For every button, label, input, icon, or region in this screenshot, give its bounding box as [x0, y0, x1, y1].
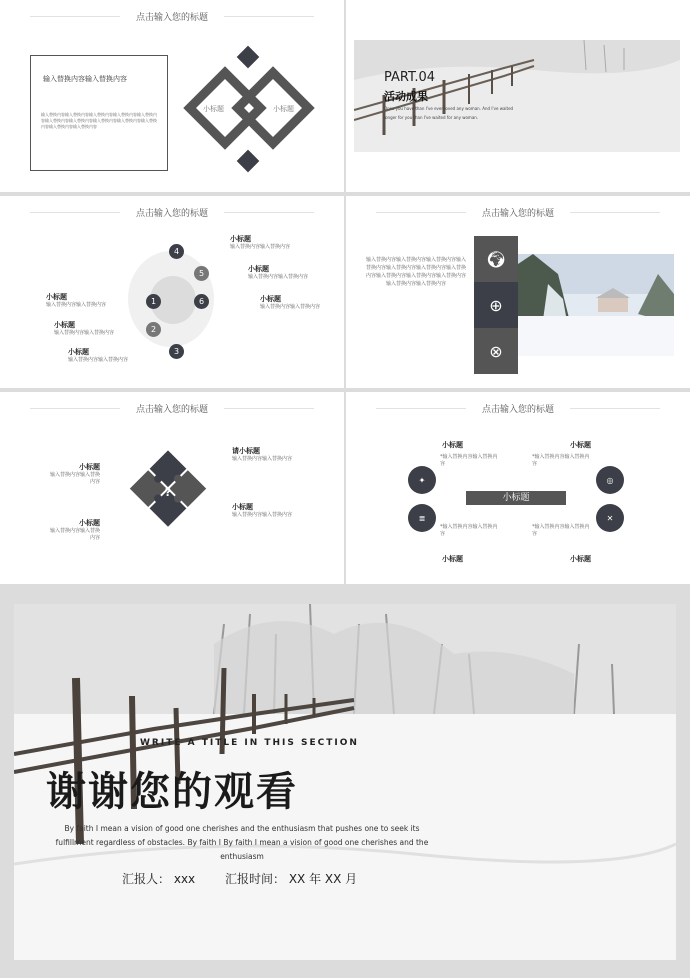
- slide-4: [346, 196, 690, 388]
- para-line-2: fulfillment regardless of obstacles. By faith I By faith I mean a vision of good one cherishes and the: [55, 838, 429, 847]
- item-desc: 输入替换内容输入替换内容: [248, 274, 309, 280]
- svg-text:?: ?: [164, 486, 172, 499]
- number-badge-1: 1: [146, 294, 161, 309]
- slide-title: 点击输入您的标题: [0, 206, 344, 219]
- item-title: 小标题: [260, 295, 281, 303]
- br-title: 小标题: [570, 555, 591, 563]
- diamond-top: [237, 46, 260, 69]
- item-desc: 输入替换内容输入替换内容: [54, 330, 115, 336]
- diamond-graphic: [178, 45, 324, 177]
- box-body: 输入替换内容输入替换内容输入替换内容输入替换内容输入替换内容输入替换内容输入替换内容输入替换内容输入替换内容输入替换内容输入替换内容输入替换内容: [41, 112, 157, 129]
- slide-title: 点击输入您的标题: [346, 206, 690, 219]
- item-title: 小标题: [54, 321, 75, 329]
- tr-desc: *输入替换内容输入替换内容: [532, 454, 590, 467]
- snow-photo: [354, 40, 680, 152]
- target-icon: ⊕: [474, 282, 518, 328]
- reporter-line: [122, 870, 357, 887]
- paragraph: 输入替换内容输入替换内容输入替换内容输入替换内容输入替换内容输入替换内容输入替换内容输入替换内容输入替换内容输入替换内容输入替换内容输入替换内容: [366, 257, 467, 287]
- item-title: 小标题: [232, 503, 253, 511]
- slide-3: [0, 196, 344, 388]
- item-desc: 输入替换内容输入替换内容: [232, 456, 293, 462]
- icon-column: [474, 236, 518, 374]
- tools-icon: ✕: [596, 504, 624, 532]
- item-right: [232, 502, 292, 519]
- item-desc: 输入替换内容输入替换内容: [68, 357, 129, 363]
- slide-5: [0, 392, 344, 584]
- para-line-3: enthusiasm: [220, 852, 264, 861]
- number-badge-6: 6: [194, 294, 209, 309]
- bl-title: 小标题: [442, 555, 463, 563]
- shield-globe-icon: ⊗: [489, 341, 503, 361]
- body-paragraph: [44, 822, 440, 864]
- item-top-right: [232, 446, 292, 463]
- time-value: XX 年 XX 月: [288, 872, 358, 886]
- item-title: 小标题: [46, 293, 67, 301]
- item-title: 小标题: [79, 519, 100, 527]
- item-left: [46, 462, 100, 486]
- reporter-label: 汇报人：: [122, 872, 171, 886]
- center-label-bar: 小标题: [466, 491, 566, 505]
- time-label: 汇报时间：: [224, 872, 285, 886]
- winter-photo: [518, 254, 674, 356]
- tr-title: 小标题: [570, 441, 591, 449]
- item-5: [248, 264, 312, 281]
- part-label: PART.04: [384, 70, 436, 85]
- diamond-left-frame: [190, 73, 261, 144]
- item-desc: 输入替换内容输入替换内容: [230, 244, 291, 250]
- number-badge-3: 3: [169, 344, 184, 359]
- item-1: [46, 292, 110, 309]
- lightbulb-icon: ✦: [408, 466, 436, 494]
- thanks-heading: 谢谢您的观看: [46, 769, 298, 815]
- number-badge-4: 4: [169, 244, 184, 259]
- item-desc: 输入替换内容输入替换内容: [49, 472, 100, 485]
- slide-6: [346, 392, 690, 584]
- puzzle-graphic: [120, 444, 216, 536]
- section-title: WRITE A TITLE IN THIS SECTION: [140, 738, 359, 748]
- diamond-right-label: 小标题: [273, 105, 294, 113]
- item-desc: 输入替换内容输入替换内容: [232, 512, 293, 518]
- item-4: [230, 234, 294, 251]
- final-slide: [14, 604, 676, 960]
- item-6: [260, 294, 324, 311]
- item-bottom-left: [46, 518, 100, 542]
- para-line-1: By faith I mean a vision of good one cherishes and the enthusiasm that pushes one to seek its: [64, 824, 420, 833]
- item-desc: 输入替换内容输入替换内容: [46, 302, 107, 308]
- bl-desc: *输入替换内容输入替换内容: [440, 524, 498, 537]
- item-title: 小标题: [68, 348, 89, 356]
- slide-title: 点击输入您的标题: [346, 402, 690, 415]
- item-title: 请小标题: [232, 447, 260, 455]
- item-3: [68, 347, 132, 364]
- text-box: [30, 55, 168, 171]
- tl-desc: *输入替换内容输入替换内容: [440, 454, 498, 467]
- slide-1: [0, 0, 344, 192]
- item-title: 小标题: [248, 265, 269, 273]
- globe-icon: 🌍︎: [485, 249, 507, 269]
- slide-title: 点击输入您的标题: [0, 402, 344, 415]
- item-desc: 输入替换内容输入替换内容: [49, 528, 100, 541]
- item-title: 小标题: [79, 463, 100, 471]
- clipboard-icon: ≣: [408, 504, 436, 532]
- diamond-left-label: 小标题: [203, 105, 224, 113]
- slide-2: [346, 0, 690, 192]
- part-line-1: Once you have than I've ever loved any woman. And I've waited: [384, 106, 514, 111]
- part-title: 活动成果: [384, 90, 428, 103]
- item-desc: 输入替换内容输入替换内容: [260, 304, 321, 310]
- analytics-icon: ◎: [596, 466, 624, 494]
- reporter-name: xxx: [173, 872, 196, 886]
- box-heading: 输入替换内容输入替换内容: [43, 75, 127, 83]
- number-badge-5: 5: [194, 266, 209, 281]
- slide-title: 点击输入您的标题: [0, 10, 344, 23]
- br-desc: *输入替换内容输入替换内容: [532, 524, 590, 537]
- item-title: 小标题: [230, 235, 251, 243]
- item-2: [54, 320, 118, 337]
- part-line-2: longer for you than I've waited for any woman.: [384, 115, 479, 120]
- number-badge-2: 2: [146, 322, 161, 337]
- tl-title: 小标题: [442, 441, 463, 449]
- diamond-bottom: [237, 150, 260, 173]
